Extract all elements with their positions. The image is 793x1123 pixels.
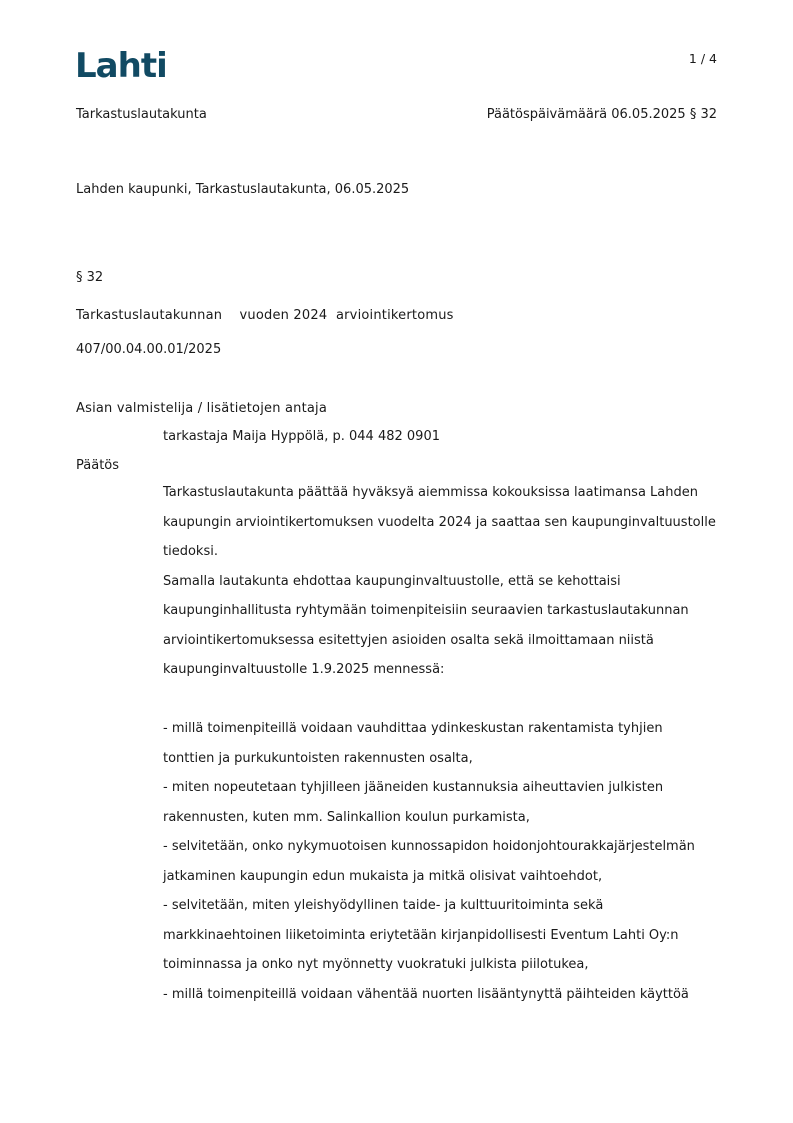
diary-number: 407/00.04.00.01/2025 — [76, 342, 222, 357]
page-number: 1 / 4 — [688, 51, 717, 66]
decision-line: kaupungin arviointikertomuksen vuodelta 2024 ja saattaa sen kaupunginvaltuustolle — [163, 514, 716, 530]
decision-line: Samalla lautakunta ehdottaa kaupunginvaltuustolle, että se kehottaisi — [163, 573, 621, 589]
decision-line: arviointikertomuksessa esitettyjen asioiden osalta sekä ilmoittamaan niistä — [163, 632, 654, 648]
decision-line: tiedoksi. — [163, 544, 218, 559]
decision-item: rakennusten, kuten mm. Salinkallion koulun purkamista, — [163, 809, 530, 825]
decision-line: kaupunginvaltuustolle 1.9.2025 mennessä: — [163, 662, 445, 677]
decision-text — [163, 478, 723, 1009]
logo-text: Lahti — [75, 46, 167, 82]
decision-item: - selvitetään, onko nykymuotoisen kunnossapidon hoidonjohtourakkajärjestelmän — [163, 839, 695, 854]
preparer-label: Asian valmistelija / lisätietojen antaja — [76, 401, 328, 416]
preparer-value: tarkastaja Maija Hyppölä, p. 044 482 0901 — [163, 429, 440, 444]
section-number: § 32 — [76, 270, 104, 285]
decision-item: - selvitetään, miten yleishyödyllinen taide- ja kulttuuritoiminta sekä — [163, 898, 604, 913]
decision-item: markkinaehtoinen liiketoiminta eriytetään kirjanpidollisesti Eventum Lahti Oy:n — [163, 927, 679, 943]
meeting-line: Lahden kaupunki, Tarkastuslautakunta, 06.05.2025 — [76, 182, 410, 197]
decision-line: kaupunginhallitusta ryhtymään toimenpiteisiin seuraavien tarkastuslautakunnan — [163, 603, 689, 618]
decision-date: Päätöspäivämäärä 06.05.2025 § 32 — [486, 107, 717, 122]
decision-item: toiminnassa ja onko nyt myönnetty vuokratuki julkista piilotukea, — [163, 957, 589, 972]
body-name: Tarkastuslautakunta — [76, 107, 207, 122]
decision-line: Tarkastuslautakunta päättää hyväksyä aiemmissa kokouksissa laatimansa Lahden — [163, 485, 698, 500]
lahti-logo — [75, 46, 167, 82]
decision-item: - millä toimenpiteillä voidaan vähentää nuorten lisääntynyttä päihteiden käyttöä — [163, 986, 689, 1002]
decision-item: - miten nopeutetaan tyhjilleen jääneiden kustannuksia aiheuttavien julkisten — [163, 780, 664, 795]
decision-item: jatkaminen kaupungin edun mukaista ja mitkä olisivat vaihtoehdot, — [163, 868, 603, 884]
document-title: Tarkastuslautakunnan vuoden 2024 arviointikertomus — [76, 308, 454, 323]
decision-item: - millä toimenpiteillä voidaan vauhdittaa ydinkeskustan rakentamista tyhjien — [163, 721, 663, 736]
decision-item: tonttien ja purkukuntoisten rakennusten osalta, — [163, 750, 473, 766]
decision-label: Päätös — [76, 458, 120, 473]
